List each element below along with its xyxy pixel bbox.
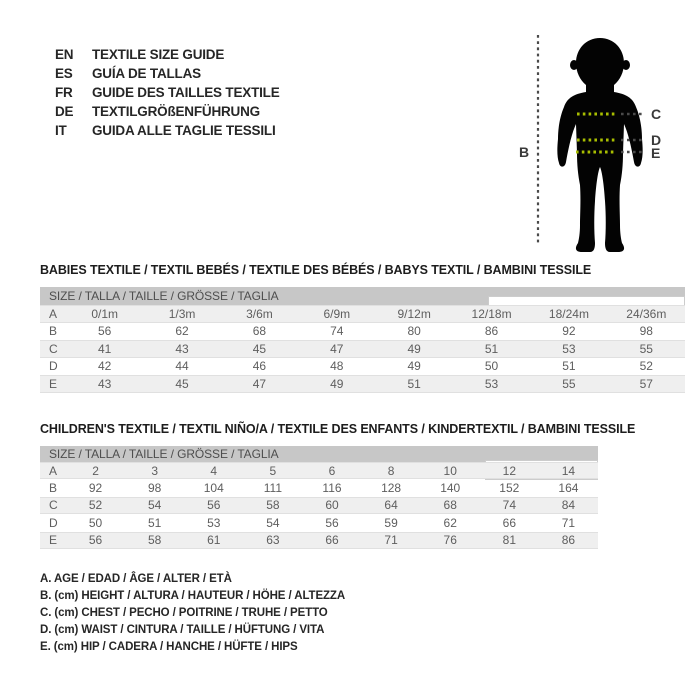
table-row bbox=[40, 514, 598, 531]
legend-line: C. (cm) CHEST / PECHO / POITRINE / TRUHE / PETTO bbox=[40, 606, 328, 619]
language-title: TEXTILE SIZE GUIDE bbox=[92, 47, 225, 62]
table-cell: 98 bbox=[147, 481, 162, 496]
language-row bbox=[55, 83, 280, 102]
table-cell: 92 bbox=[88, 481, 103, 496]
table-cell: 47 bbox=[330, 341, 344, 356]
table-cell: 8 bbox=[387, 463, 395, 478]
table-cell: 10 bbox=[443, 463, 457, 478]
table-cell: 76 bbox=[443, 533, 457, 548]
table-cell: 52 bbox=[88, 498, 103, 513]
table-row bbox=[40, 532, 598, 549]
measurement-legend bbox=[40, 570, 345, 655]
chest-label: C bbox=[651, 106, 662, 122]
row-label: D bbox=[49, 515, 58, 530]
row-label: A bbox=[49, 463, 58, 478]
table-cell: 51 bbox=[562, 359, 576, 374]
table-cell: 51 bbox=[484, 341, 499, 356]
table-cell: 80 bbox=[407, 324, 421, 339]
table-cell: 54 bbox=[266, 515, 280, 530]
babies-table-rows bbox=[40, 305, 685, 393]
language-code: ES bbox=[55, 66, 73, 81]
language-list bbox=[55, 45, 280, 140]
language-code: FR bbox=[55, 85, 73, 100]
language-code: IT bbox=[55, 123, 67, 138]
table-cell: 55 bbox=[562, 376, 576, 391]
table-cell: 68 bbox=[443, 498, 457, 513]
waist-label: D bbox=[651, 132, 662, 148]
table-cell: 58 bbox=[266, 498, 280, 513]
table-cell: 46 bbox=[252, 359, 267, 374]
table-cell: 1/3m bbox=[168, 306, 196, 321]
table-cell: 55 bbox=[639, 341, 653, 356]
table-cell: 24/36m bbox=[626, 306, 667, 321]
table-cell: 52 bbox=[639, 359, 653, 374]
table-cell: 48 bbox=[330, 359, 344, 374]
table-cell: 56 bbox=[88, 533, 103, 548]
legend-line: B. (cm) HEIGHT / ALTURA / HAUTEUR / HÖHE / ALTEZZA bbox=[40, 589, 346, 602]
row-label: E bbox=[49, 376, 58, 391]
language-title: GUÍA DE TALLAS bbox=[92, 66, 201, 81]
table-cell: 49 bbox=[407, 341, 421, 356]
row-label: C bbox=[49, 498, 58, 513]
table-cell: 44 bbox=[175, 359, 189, 374]
table-cell: 49 bbox=[330, 376, 344, 391]
table-cell: 61 bbox=[207, 533, 221, 548]
table-cell: 98 bbox=[639, 324, 653, 339]
table-cell: 14 bbox=[561, 463, 576, 478]
table-cell: 9/12m bbox=[397, 306, 431, 321]
legend-line: D. (cm) WAIST / CINTURA / TAILLE / HÜFTUNG / VITA bbox=[40, 623, 325, 636]
babies-size-table bbox=[40, 287, 685, 393]
row-label: B bbox=[49, 324, 58, 339]
table-cell: 47 bbox=[252, 376, 267, 391]
table-cell: 3/6m bbox=[246, 306, 273, 321]
size-header-label: SIZE / TALLA / TAILLE / GRÖSSE / TAGLIA bbox=[49, 447, 279, 461]
table-cell: 54 bbox=[147, 498, 162, 513]
row-label: D bbox=[49, 359, 58, 374]
table-cell: 60 bbox=[325, 498, 339, 513]
table-cell: 12 bbox=[502, 463, 516, 478]
language-code: DE bbox=[55, 104, 74, 119]
table-cell: 84 bbox=[561, 498, 576, 513]
table-row bbox=[40, 340, 685, 358]
table-cell: 4 bbox=[210, 463, 218, 478]
hip-label: E bbox=[651, 145, 661, 161]
babies-section-title: BABIES TEXTILE / TEXTIL BEBÉS / TEXTILE DES BÉBÉS / BABYS TEXTIL / BAMBINI TESSILE bbox=[40, 263, 592, 277]
row-label: A bbox=[49, 306, 58, 321]
language-title: GUIDA ALLE TAGLIE TESSILI bbox=[92, 123, 276, 138]
table-cell: 128 bbox=[381, 481, 402, 496]
children-section-title: CHILDREN'S TEXTILE / TEXTIL NIÑO/A / TEXTILE DES ENFANTS / KINDERTEXTIL / BAMBINI TESSILE bbox=[40, 422, 636, 436]
table-cell: 51 bbox=[147, 515, 162, 530]
table-cell: 53 bbox=[484, 376, 499, 391]
table-cell: 86 bbox=[484, 324, 499, 339]
table-cell: 64 bbox=[384, 498, 398, 513]
height-label: B bbox=[519, 144, 530, 160]
language-title: GUIDE DES TAILLES TEXTILE bbox=[92, 85, 280, 100]
table-row bbox=[40, 479, 598, 496]
language-row bbox=[55, 102, 280, 121]
table-cell: 0/1m bbox=[91, 306, 119, 321]
table-cell: 104 bbox=[203, 481, 224, 496]
table-cell: 59 bbox=[384, 515, 398, 530]
row-label: B bbox=[49, 481, 58, 496]
size-header-label: SIZE / TALLA / TAILLE / GRÖSSE / TAGLIA bbox=[49, 289, 279, 303]
table-cell: 56 bbox=[207, 498, 221, 513]
table-cell: 2 bbox=[92, 463, 99, 478]
table-cell: 116 bbox=[322, 481, 342, 496]
row-label: C bbox=[49, 341, 58, 356]
table-cell: 6/9m bbox=[323, 306, 351, 321]
table-cell: 74 bbox=[502, 498, 516, 513]
table-cell: 66 bbox=[325, 533, 339, 548]
table-cell: 53 bbox=[562, 341, 576, 356]
table-cell: 140 bbox=[440, 481, 461, 496]
table-row bbox=[40, 358, 685, 376]
table-cell: 86 bbox=[561, 533, 576, 548]
language-row bbox=[55, 64, 280, 83]
language-code: EN bbox=[55, 47, 74, 62]
child-silhouette-figure bbox=[488, 25, 698, 260]
table-cell: 71 bbox=[561, 515, 576, 530]
table-cell: 56 bbox=[325, 515, 339, 530]
table-cell: 53 bbox=[207, 515, 221, 530]
table-cell: 62 bbox=[443, 515, 457, 530]
table-cell: 74 bbox=[330, 324, 344, 339]
legend-line: E. (cm) HIP / CADERA / HANCHE / HÜFTE / HIPS bbox=[40, 640, 298, 653]
table-cell: 152 bbox=[499, 481, 520, 496]
table-cell: 45 bbox=[175, 376, 189, 391]
children-table-rows bbox=[40, 462, 598, 549]
table-cell: 12/18m bbox=[471, 306, 512, 321]
table-cell: 92 bbox=[562, 324, 576, 339]
table-cell: 56 bbox=[98, 324, 112, 339]
language-title: TEXTILGRÖßENFÜHRUNG bbox=[92, 104, 260, 119]
table-cell: 58 bbox=[147, 533, 162, 548]
language-row bbox=[55, 121, 280, 140]
children-size-table bbox=[40, 446, 598, 549]
table-cell: 68 bbox=[252, 324, 267, 339]
table-cell: 42 bbox=[98, 359, 112, 374]
table-cell: 6 bbox=[328, 463, 336, 478]
table-cell: 66 bbox=[502, 515, 516, 530]
table-cell: 57 bbox=[639, 376, 653, 391]
table-cell: 51 bbox=[407, 376, 421, 391]
language-row bbox=[55, 45, 280, 64]
table-cell: 164 bbox=[558, 481, 579, 496]
table-cell: 62 bbox=[175, 324, 189, 339]
table-cell: 45 bbox=[252, 341, 267, 356]
table-cell: 43 bbox=[98, 376, 112, 391]
table-cell: 41 bbox=[98, 341, 112, 356]
table-cell: 49 bbox=[407, 359, 421, 374]
table-cell: 18/24m bbox=[548, 306, 589, 321]
table-cell: 71 bbox=[384, 533, 398, 548]
table-cell: 111 bbox=[263, 481, 282, 496]
table-row bbox=[40, 323, 685, 341]
table-row bbox=[40, 497, 598, 514]
table-cell: 50 bbox=[88, 515, 103, 530]
table-cell: 81 bbox=[502, 533, 516, 548]
child-silhouette bbox=[557, 38, 642, 252]
row-label: E bbox=[49, 533, 58, 548]
table-cell: 50 bbox=[484, 359, 499, 374]
legend-line: A. AGE / EDAD / ÂGE / ALTER / ETÀ bbox=[40, 572, 232, 585]
table-cell: 63 bbox=[266, 533, 280, 548]
table-cell: 43 bbox=[175, 341, 189, 356]
table-row bbox=[40, 305, 685, 323]
table-cell: 5 bbox=[269, 463, 277, 478]
table-cell: 3 bbox=[151, 463, 158, 478]
table-row bbox=[40, 462, 598, 479]
table-row bbox=[40, 375, 685, 393]
